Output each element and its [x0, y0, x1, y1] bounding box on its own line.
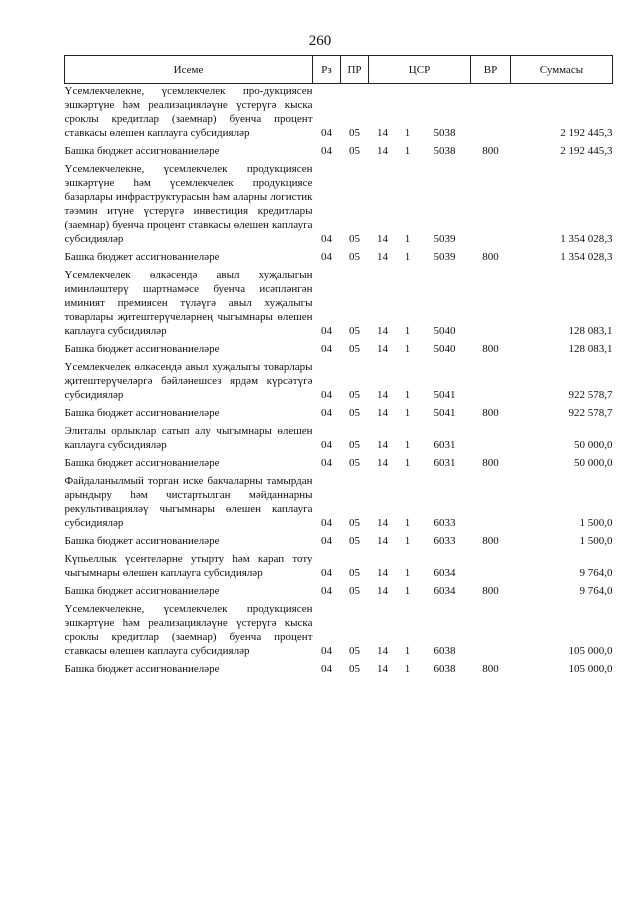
cell-vr: [471, 424, 511, 452]
table-row: [65, 360, 613, 402]
cell-c1: 14: [377, 389, 388, 401]
header-rz: Рз: [313, 56, 341, 84]
cell-rz: 04: [321, 407, 332, 419]
cell-c2: 1: [404, 645, 411, 657]
cell-name: Элиталы орлыклар сатып алу чыгымнары өлешен каплауга субсидияләр: [64, 425, 313, 451]
cell-sum: 1 354 028,3: [560, 233, 613, 245]
cell-pr: 05: [349, 407, 360, 419]
cell-name: Башка бюджет ассигнованиеләре: [64, 535, 220, 547]
row-spacer: [65, 676, 613, 680]
table-row: [65, 456, 613, 470]
cell-c1: 14: [377, 343, 388, 355]
cell-rz: 04: [321, 233, 332, 245]
header-sum: Суммасы: [511, 56, 613, 84]
cell-sum: 105 000,0: [568, 663, 613, 675]
cell-c2: 1: [404, 145, 411, 157]
cell-vr: [471, 474, 511, 530]
table-row: [65, 584, 613, 598]
cell-vr: [471, 84, 511, 141]
cell-vr: 800: [482, 251, 499, 263]
cell-c2: 1: [404, 517, 411, 529]
table-row: [65, 474, 613, 530]
cell-c3: 6034: [433, 567, 456, 579]
cell-c2: 1: [404, 457, 411, 469]
cell-sum: 9 764,0: [579, 567, 613, 579]
cell-c1: 14: [377, 439, 388, 451]
header-pr: ПР: [341, 56, 369, 84]
cell-c1: 14: [377, 233, 388, 245]
cell-sum: 105 000,0: [568, 645, 613, 657]
cell-name: Үсемлекчелек өлкәсендә авыл хуҗалыгын иминләштерү шартнамәсе буенча исәпләнгән иминият премиясен түләүгә авыл хуҗалыгы товарлары җитештерүчеләрнең чыгымнары өлешен каплауга субсидияләр: [64, 269, 313, 337]
cell-c3: 5038: [433, 127, 456, 139]
cell-c3: 6031: [433, 439, 456, 451]
cell-pr: 05: [349, 439, 360, 451]
cell-c3: 6034: [433, 585, 456, 597]
cell-sum: 1 500,0: [579, 535, 613, 547]
cell-rz: 04: [321, 585, 332, 597]
table-header-row: [65, 56, 613, 84]
cell-vr: 800: [482, 585, 499, 597]
cell-c3: 5040: [433, 325, 456, 337]
cell-c3: 6038: [433, 663, 456, 675]
table-row: [65, 162, 613, 246]
table-row: [65, 424, 613, 452]
cell-c2: 1: [404, 439, 411, 451]
cell-c1: 14: [377, 251, 388, 263]
cell-c1: 14: [377, 645, 388, 657]
cell-rz: 04: [321, 127, 332, 139]
cell-c3: 6033: [433, 535, 456, 547]
cell-c2: 1: [404, 535, 411, 547]
table-row: [65, 342, 613, 356]
cell-vr: [471, 360, 511, 402]
table-row: [65, 662, 613, 676]
cell-pr: 05: [349, 389, 360, 401]
cell-rz: 04: [321, 645, 332, 657]
cell-c2: 1: [404, 407, 411, 419]
cell-c1: 14: [377, 325, 388, 337]
cell-name: Башка бюджет ассигнованиеләре: [64, 145, 220, 157]
cell-name: Башка бюджет ассигнованиеләре: [64, 343, 220, 355]
cell-pr: 05: [349, 343, 360, 355]
table-row: [65, 84, 613, 141]
cell-c2: 1: [404, 325, 411, 337]
cell-vr: 800: [482, 663, 499, 675]
table-row: [65, 552, 613, 580]
header-vr: ВР: [471, 56, 511, 84]
cell-c1: 14: [377, 567, 388, 579]
cell-name: Башка бюджет ассигнованиеләре: [64, 585, 220, 597]
cell-c3: 5039: [433, 251, 456, 263]
cell-c1: 14: [377, 457, 388, 469]
table-row: [65, 406, 613, 420]
cell-pr: 05: [349, 535, 360, 547]
cell-sum: 1 500,0: [579, 517, 613, 529]
cell-c1: 14: [377, 663, 388, 675]
cell-c3: 5040: [433, 343, 456, 355]
cell-vr: 800: [482, 343, 499, 355]
cell-vr: 800: [482, 457, 499, 469]
cell-c1: 14: [377, 517, 388, 529]
cell-c3: 6031: [433, 457, 456, 469]
cell-name: Башка бюджет ассигнованиеләре: [64, 663, 220, 675]
cell-c3: 5039: [433, 233, 456, 245]
cell-pr: 05: [349, 645, 360, 657]
cell-rz: 04: [321, 389, 332, 401]
cell-vr: [471, 162, 511, 246]
header-name: Исеме: [65, 56, 313, 84]
cell-name: Башка бюджет ассигнованиеләре: [64, 251, 220, 263]
cell-c2: 1: [404, 343, 411, 355]
cell-pr: 05: [349, 233, 360, 245]
cell-rz: 04: [321, 567, 332, 579]
cell-name: Үсемлекчелекне, үсемлекчелек про-дукциясен эшкәртүне һәм реализацияләүне үстерүгә кыска сроклы кредитлар (заемнар) буенча процент ставкасы өлешен каплауга субсидияләр: [64, 85, 313, 139]
cell-c1: 14: [377, 145, 388, 157]
cell-rz: 04: [321, 439, 332, 451]
header-csr: ЦСР: [369, 56, 471, 84]
cell-vr: [471, 602, 511, 658]
cell-vr: [471, 268, 511, 338]
cell-c3: 5041: [433, 407, 456, 419]
table-row: [65, 268, 613, 338]
budget-table: [64, 55, 613, 680]
table-row: [65, 602, 613, 658]
cell-pr: 05: [349, 251, 360, 263]
cell-rz: 04: [321, 517, 332, 529]
cell-name: Күпьеллык үсентеләрне утырту һәм карап тоту чыгымнары өлешен каплауга субсидияләр: [64, 553, 313, 579]
cell-sum: 128 083,1: [568, 343, 613, 355]
cell-vr: 800: [482, 407, 499, 419]
cell-c3: 5038: [433, 145, 456, 157]
cell-pr: 05: [349, 457, 360, 469]
cell-sum: 2 192 445,3: [560, 127, 613, 139]
cell-c1: 14: [377, 407, 388, 419]
cell-name: Үсемлекчелекне, үсемлекчелек продукциясен эшкәртүне һәм үсемлекчелек продукциясе базарлары инфраструктурасын һәм аларны логистик тәэмин итүне үстерүгә инвестиция кредитлары (заемнар) буенча процент ставкасы өлешен каплауга субсидияләр: [64, 163, 313, 245]
cell-sum: 922 578,7: [568, 407, 613, 419]
page-number: 260: [308, 33, 332, 49]
cell-pr: 05: [349, 585, 360, 597]
cell-sum: 50 000,0: [574, 439, 613, 451]
cell-pr: 05: [349, 145, 360, 157]
cell-sum: 922 578,7: [568, 389, 613, 401]
cell-c2: 1: [404, 567, 411, 579]
cell-sum: 128 083,1: [568, 325, 613, 337]
cell-vr: 800: [482, 145, 499, 157]
cell-pr: 05: [349, 127, 360, 139]
cell-rz: 04: [321, 145, 332, 157]
cell-vr: [471, 552, 511, 580]
table-row: [65, 250, 613, 264]
cell-name: Башка бюджет ассигнованиеләре: [64, 457, 220, 469]
cell-c3: 5041: [433, 389, 456, 401]
cell-pr: 05: [349, 325, 360, 337]
cell-c2: 1: [404, 389, 411, 401]
cell-pr: 05: [349, 567, 360, 579]
cell-c1: 14: [377, 127, 388, 139]
cell-rz: 04: [321, 343, 332, 355]
table-body: [65, 84, 613, 681]
cell-c2: 1: [404, 585, 411, 597]
cell-c1: 14: [377, 585, 388, 597]
cell-rz: 04: [321, 251, 332, 263]
cell-sum: 2 192 445,3: [560, 145, 613, 157]
cell-name: Үсемлекчелек өлкәсендә авыл хуҗалыгы товарлары җитештерүчеләргә бәйләнешсез ярдәм күрсәтүгә субсидияләр: [64, 361, 313, 401]
cell-c2: 1: [404, 663, 411, 675]
table-row: [65, 144, 613, 158]
cell-rz: 04: [321, 457, 332, 469]
cell-c3: 6033: [433, 517, 456, 529]
cell-name: Башка бюджет ассигнованиеләре: [64, 407, 220, 419]
cell-c2: 1: [404, 127, 411, 139]
row-spacer-cell: [65, 676, 613, 680]
cell-name: Үсемлекчелекне, үсемлекчелек продукциясен эшкәртүне һәм реализацияләүне үстерүгә кыска сроклы кредитлар (заемнар) буенча процент ставкасы өлешен каплауга субсидияләр: [64, 603, 313, 657]
table-row: [65, 534, 613, 548]
cell-sum: 1 354 028,3: [560, 251, 613, 263]
cell-c2: 1: [404, 251, 411, 263]
cell-rz: 04: [321, 663, 332, 675]
cell-sum: 9 764,0: [579, 585, 613, 597]
cell-rz: 04: [321, 325, 332, 337]
cell-rz: 04: [321, 535, 332, 547]
cell-c3: 6038: [433, 645, 456, 657]
cell-c2: 1: [404, 233, 411, 245]
cell-c1: 14: [377, 535, 388, 547]
cell-pr: 05: [349, 663, 360, 675]
cell-sum: 50 000,0: [574, 457, 613, 469]
cell-pr: 05: [349, 517, 360, 529]
cell-name: Файдаланылмый торган иске бакчаларны тамырдан арындыру һәм чистартылган мәйданнарны рекультивацияләү чыгымнары өлешен каплауга субсидияләр: [64, 475, 313, 529]
cell-vr: 800: [482, 535, 499, 547]
